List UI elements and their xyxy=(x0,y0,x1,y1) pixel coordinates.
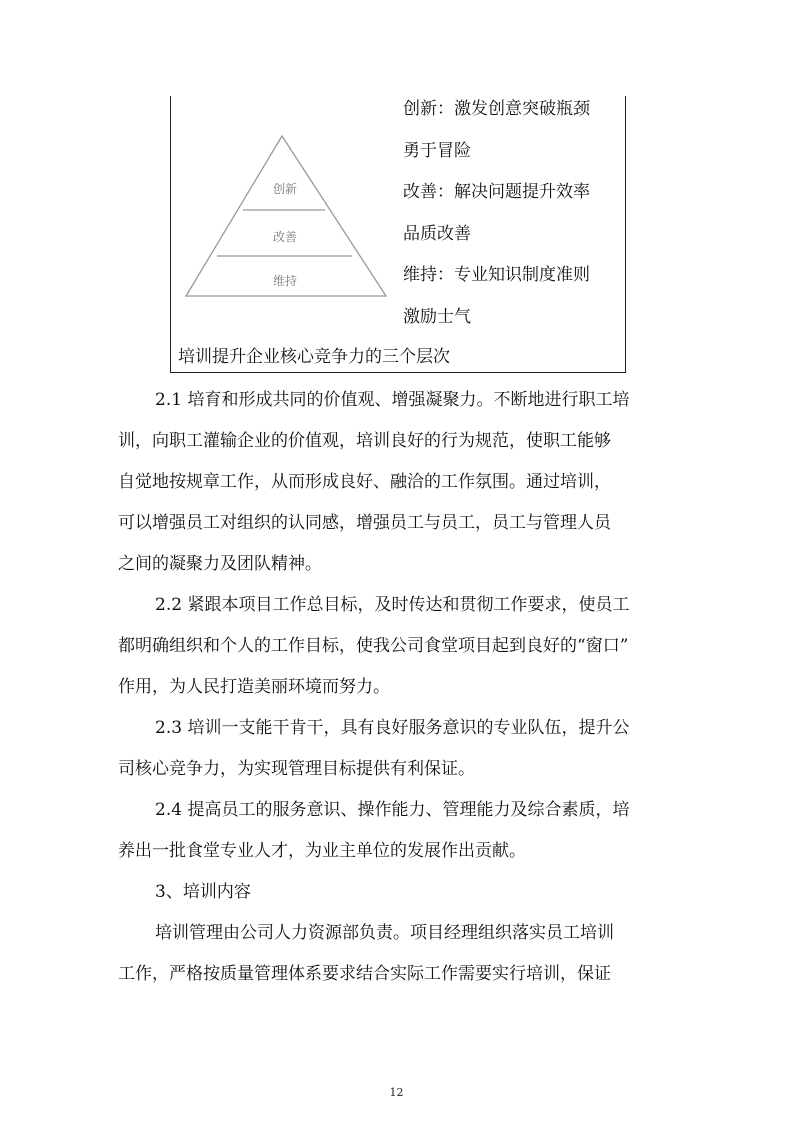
body-line: 2.4 提高员工的服务意识、操作能力、管理能力及综合素质，培 xyxy=(155,800,630,820)
pyramid-outline xyxy=(186,136,386,296)
level-text: 品质改善 xyxy=(403,224,471,244)
body-line: 工作，严格按质量管理体系要求结合实际工作需要实行培训，保证 xyxy=(118,964,611,984)
body-line: 培训管理由公司人力资源部负责。项目经理组织落实员工培训 xyxy=(155,923,614,943)
pyramid-label-improvement: 改善 xyxy=(272,230,298,244)
level-text: 激励士气 xyxy=(403,307,471,327)
pyramid-label-innovation: 创新 xyxy=(272,182,298,196)
body-line: 养出一批食堂专业人才，为业主单位的发展作出贡献。 xyxy=(118,841,526,861)
body-line: 2.3 培训一支能干肯干，具有良好服务意识的专业队伍，提升公 xyxy=(155,718,630,738)
section-heading: 3、培训内容 xyxy=(155,882,251,902)
body-line: 司核心竞争力，为实现管理目标提供有利保证。 xyxy=(118,759,475,779)
body-line: 之间的凝聚力及团队精神。 xyxy=(118,554,322,574)
level-text: 创新：激发创意突破瓶颈 xyxy=(403,99,590,119)
body-line: 可以增强员工对组织的认同感，增强员工与员工，员工与管理人员 xyxy=(118,513,611,533)
figure-caption: 培训提升企业核心竞争力的三个层次 xyxy=(178,347,450,367)
body-line: 训，向职工灌输企业的价值观，培训良好的行为规范，使职工能够 xyxy=(118,431,611,451)
body-line: 2.2 紧跟本项目工作总目标，及时传达和贯彻工作要求，使员工 xyxy=(155,595,630,615)
pyramid-diagram xyxy=(180,130,412,302)
level-text: 维持：专业知识制度准则 xyxy=(403,265,590,285)
body-line: 作用，为人民打造美丽环境而努力。 xyxy=(118,677,390,697)
body-line: 2.1 培育和形成共同的价值观、增强凝聚力。不断地进行职工培 xyxy=(155,390,630,410)
body-line: 都明确组织和个人的工作目标，使我公司食堂项目起到良好的“窗口” xyxy=(118,636,629,656)
pyramid-label-maintain: 维持 xyxy=(272,274,298,288)
level-text: 勇于冒险 xyxy=(403,141,471,161)
body-line: 自觉地按规章工作，从而形成良好、融洽的工作氛围。通过培训， xyxy=(118,472,611,492)
level-text: 改善：解决问题提升效率 xyxy=(403,182,590,202)
page-number: 12 xyxy=(389,1086,404,1099)
